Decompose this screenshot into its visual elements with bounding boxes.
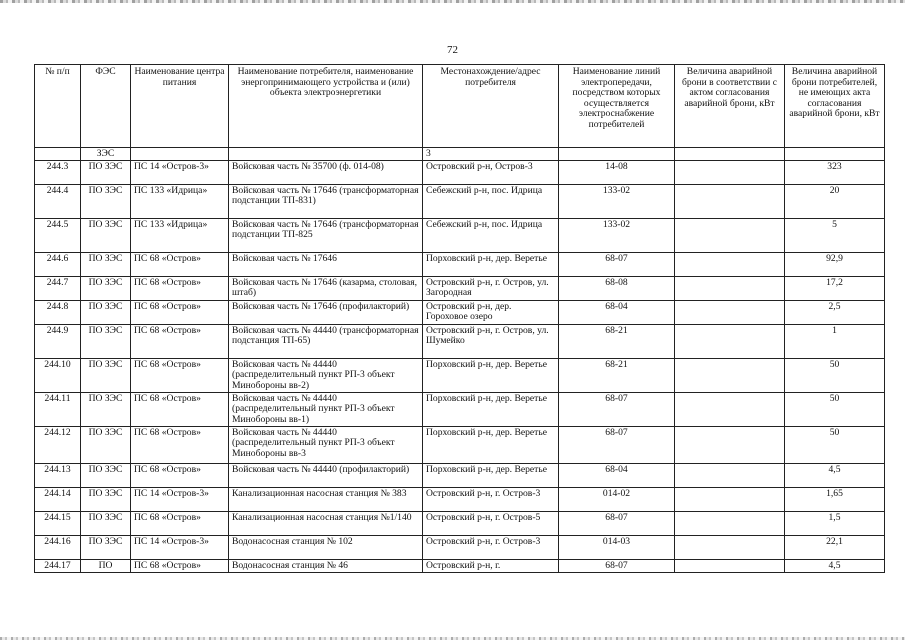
row-number: 244.16 [35, 535, 81, 559]
row-line: 68-07 [559, 392, 675, 426]
row-fes: ПО ЗЭС [81, 218, 131, 252]
row-fes: ПО ЗЭС [81, 487, 131, 511]
row-reserve-value: 1,5 [785, 511, 885, 535]
row-reserve-value: 1,65 [785, 487, 885, 511]
row-number: 244.12 [35, 426, 81, 463]
row-number: 244.10 [35, 358, 81, 392]
row-line: 68-08 [559, 276, 675, 300]
table-row [35, 148, 885, 161]
row-center: ПС 68 «Остров» [131, 276, 229, 300]
row-reserve-value: 50 [785, 426, 885, 463]
row-center: ПС 14 «Остров-3» [131, 487, 229, 511]
row-center: ПС 68 «Остров» [131, 252, 229, 276]
row-address: Себежский р-н, пос. Идрица [423, 218, 559, 252]
row-address: Порховский р-н, дер. Веретье [423, 358, 559, 392]
row-consumer: Канализационная насосная станция №1/140 [229, 511, 423, 535]
row-fes: ПО ЗЭС [81, 392, 131, 426]
table-row [35, 392, 885, 426]
row-line: 68-04 [559, 463, 675, 487]
row-center: ПС 133 «Идрица» [131, 218, 229, 252]
table-row [35, 324, 885, 358]
row-acted-reserve [675, 559, 785, 572]
row-consumer: Войсковая часть № 17646 (трансформаторная подстанции ТП-825 [229, 218, 423, 252]
row-number: 244.15 [35, 511, 81, 535]
row-line: 68-21 [559, 358, 675, 392]
row-center: ПС 68 «Остров» [131, 463, 229, 487]
row-address: Островский р-н, г. Остров-5 [423, 511, 559, 535]
row-number: 244.17 [35, 559, 81, 572]
row-reserve-value: 92,9 [785, 252, 885, 276]
row-consumer: Войсковая часть № 44440 (распределительный пункт РП-3 объект Минобороны вв-3 [229, 426, 423, 463]
row-center: ПС 68 «Остров» [131, 358, 229, 392]
row-fes: ПО ЗЭС [81, 426, 131, 463]
row-consumer: Войсковая часть № 44440 (трансформаторная подстанция ТП-65) [229, 324, 423, 358]
row-fes: ПО ЗЭС [81, 252, 131, 276]
row-number: 244.13 [35, 463, 81, 487]
row-fes: ПО ЗЭС [81, 511, 131, 535]
row-number: 244.7 [35, 276, 81, 300]
header-center: Наименование центра питания [131, 65, 229, 148]
row-address: 3 [423, 148, 559, 161]
row-address: Порховский р-н, дер. Веретье [423, 426, 559, 463]
row-fes: ПО ЗЭС [81, 358, 131, 392]
row-reserve-value: 22,1 [785, 535, 885, 559]
row-reserve-value: 323 [785, 160, 885, 184]
row-reserve-value: 1 [785, 324, 885, 358]
header-address: Местонахождение/адрес потребителя [423, 65, 559, 148]
table-row [35, 535, 885, 559]
row-reserve-value: 20 [785, 184, 885, 218]
row-line: 014-02 [559, 487, 675, 511]
row-line [559, 148, 675, 161]
row-number [35, 148, 81, 161]
row-reserve-value [785, 148, 885, 161]
table-row [35, 160, 885, 184]
row-number: 244.5 [35, 218, 81, 252]
table-row [35, 218, 885, 252]
row-acted-reserve [675, 300, 785, 324]
row-consumer: Войсковая часть № 17646 (казарма, столовая, штаб) [229, 276, 423, 300]
row-number: 244.9 [35, 324, 81, 358]
header-num: № п/п [35, 65, 81, 148]
row-acted-reserve [675, 160, 785, 184]
row-center: ПС 68 «Остров» [131, 300, 229, 324]
row-line: 133-02 [559, 218, 675, 252]
row-address: Островский р-н, г. Остров-3 [423, 487, 559, 511]
row-address: Островский р-н, дер. Гороховое озеро [423, 300, 559, 324]
row-acted-reserve [675, 218, 785, 252]
table-row [35, 559, 885, 572]
row-number: 244.14 [35, 487, 81, 511]
row-consumer: Войсковая часть № 17646 [229, 252, 423, 276]
row-acted-reserve [675, 184, 785, 218]
row-reserve-value: 17,2 [785, 276, 885, 300]
row-fes: ПО ЗЭС [81, 160, 131, 184]
table-row [35, 487, 885, 511]
row-reserve-value: 50 [785, 358, 885, 392]
row-number: 244.6 [35, 252, 81, 276]
row-fes: ПО ЗЭС [81, 300, 131, 324]
header-fes: ФЭС [81, 65, 131, 148]
row-consumer: Войсковая часть № 44440 (распределительный пункт РП-3 объект Минобороны вв-2) [229, 358, 423, 392]
row-reserve-value: 4,5 [785, 559, 885, 572]
row-center [131, 148, 229, 161]
row-consumer: Войсковая часть № 17646 (трансформаторная подстанции ТП-831) [229, 184, 423, 218]
row-fes: ПО ЗЭС [81, 463, 131, 487]
row-consumer: Войсковая часть № 44440 (профилакторий) [229, 463, 423, 487]
row-reserve-value: 50 [785, 392, 885, 426]
row-acted-reserve [675, 426, 785, 463]
table-row [35, 300, 885, 324]
row-acted-reserve [675, 487, 785, 511]
row-consumer: Войсковая часть № 17646 (профилакторий) [229, 300, 423, 324]
header-unacted-reserve: Величина аварийной брони потребителей, не имеющих акта согласования аварийной брони, кВт [785, 65, 885, 148]
row-consumer: Водонасосная станция № 46 [229, 559, 423, 572]
row-address: Себежский р-н, пос. Идрица [423, 184, 559, 218]
row-acted-reserve [675, 276, 785, 300]
row-center: ПС 133 «Идрица» [131, 184, 229, 218]
row-address: Порховский р-н, дер. Веретье [423, 252, 559, 276]
row-fes: ПО ЗЭС [81, 276, 131, 300]
row-line: 68-07 [559, 426, 675, 463]
row-fes: ПО ЗЭС [81, 184, 131, 218]
row-reserve-value: 2,5 [785, 300, 885, 324]
header-acted-reserve: Величина аварийной брони в соответствии с актом согласования аварийной брони, кВт [675, 65, 785, 148]
row-reserve-value: 4,5 [785, 463, 885, 487]
row-center: ПС 68 «Остров» [131, 559, 229, 572]
page-number: 72 [447, 44, 458, 56]
row-acted-reserve [675, 148, 785, 161]
row-center: ПС 68 «Остров» [131, 324, 229, 358]
row-consumer: Канализационная насосная станция № 383 [229, 487, 423, 511]
table-row [35, 463, 885, 487]
row-fes: ПО [81, 559, 131, 572]
row-center: ПС 68 «Остров» [131, 511, 229, 535]
row-number: 244.4 [35, 184, 81, 218]
header-line: Наименование линий электропередачи, посредством которых осуществляется электроснабжение потребителей [559, 65, 675, 148]
row-address: Островский р-н, г. Остров, ул. Шумейко [423, 324, 559, 358]
row-consumer: Войсковая часть № 44440 (распределительный пункт РП-3 объект Минобороны вв-1) [229, 392, 423, 426]
header-consumer: Наименование потребителя, наименование энергопринимающего устройства и (или) объекта электроэнергетики [229, 65, 423, 148]
row-consumer: Войсковая часть № 35700 (ф. 014-08) [229, 160, 423, 184]
row-address: Островский р-н, г. Остров, ул. Загородная [423, 276, 559, 300]
row-address: Островский р-н, Остров-3 [423, 160, 559, 184]
row-line: 68-07 [559, 559, 675, 572]
table-header-row [35, 65, 885, 148]
row-address: Островский р-н, г. [423, 559, 559, 572]
table-row [35, 252, 885, 276]
row-fes: ПО ЗЭС [81, 324, 131, 358]
row-center: ПС 14 «Остров-3» [131, 160, 229, 184]
row-acted-reserve [675, 463, 785, 487]
table-row [35, 184, 885, 218]
row-line: 68-07 [559, 511, 675, 535]
row-line: 68-04 [559, 300, 675, 324]
row-fes: ЗЭС [81, 148, 131, 161]
row-address: Порховский р-н, дер. Веретье [423, 463, 559, 487]
row-acted-reserve [675, 392, 785, 426]
row-consumer [229, 148, 423, 161]
row-reserve-value: 5 [785, 218, 885, 252]
row-number: 244.11 [35, 392, 81, 426]
row-acted-reserve [675, 358, 785, 392]
row-center: ПС 68 «Остров» [131, 426, 229, 463]
row-acted-reserve [675, 535, 785, 559]
row-acted-reserve [675, 511, 785, 535]
row-consumer: Водонасосная станция № 102 [229, 535, 423, 559]
row-number: 244.3 [35, 160, 81, 184]
row-line: 133-02 [559, 184, 675, 218]
row-number: 244.8 [35, 300, 81, 324]
row-center: ПС 68 «Остров» [131, 392, 229, 426]
row-line: 68-07 [559, 252, 675, 276]
row-address: Порховский р-н, дер. Веретье [423, 392, 559, 426]
table-row [35, 426, 885, 463]
row-line: 68-21 [559, 324, 675, 358]
row-line: 014-03 [559, 535, 675, 559]
table-row [35, 276, 885, 300]
table-row [35, 358, 885, 392]
row-center: ПС 14 «Остров-3» [131, 535, 229, 559]
row-acted-reserve [675, 324, 785, 358]
row-line: 14-08 [559, 160, 675, 184]
scan-edge-top [0, 0, 905, 3]
row-fes: ПО ЗЭС [81, 535, 131, 559]
emergency-reserve-table [34, 64, 885, 573]
row-address: Островский р-н, г. Остров-3 [423, 535, 559, 559]
row-acted-reserve [675, 252, 785, 276]
table-row [35, 511, 885, 535]
